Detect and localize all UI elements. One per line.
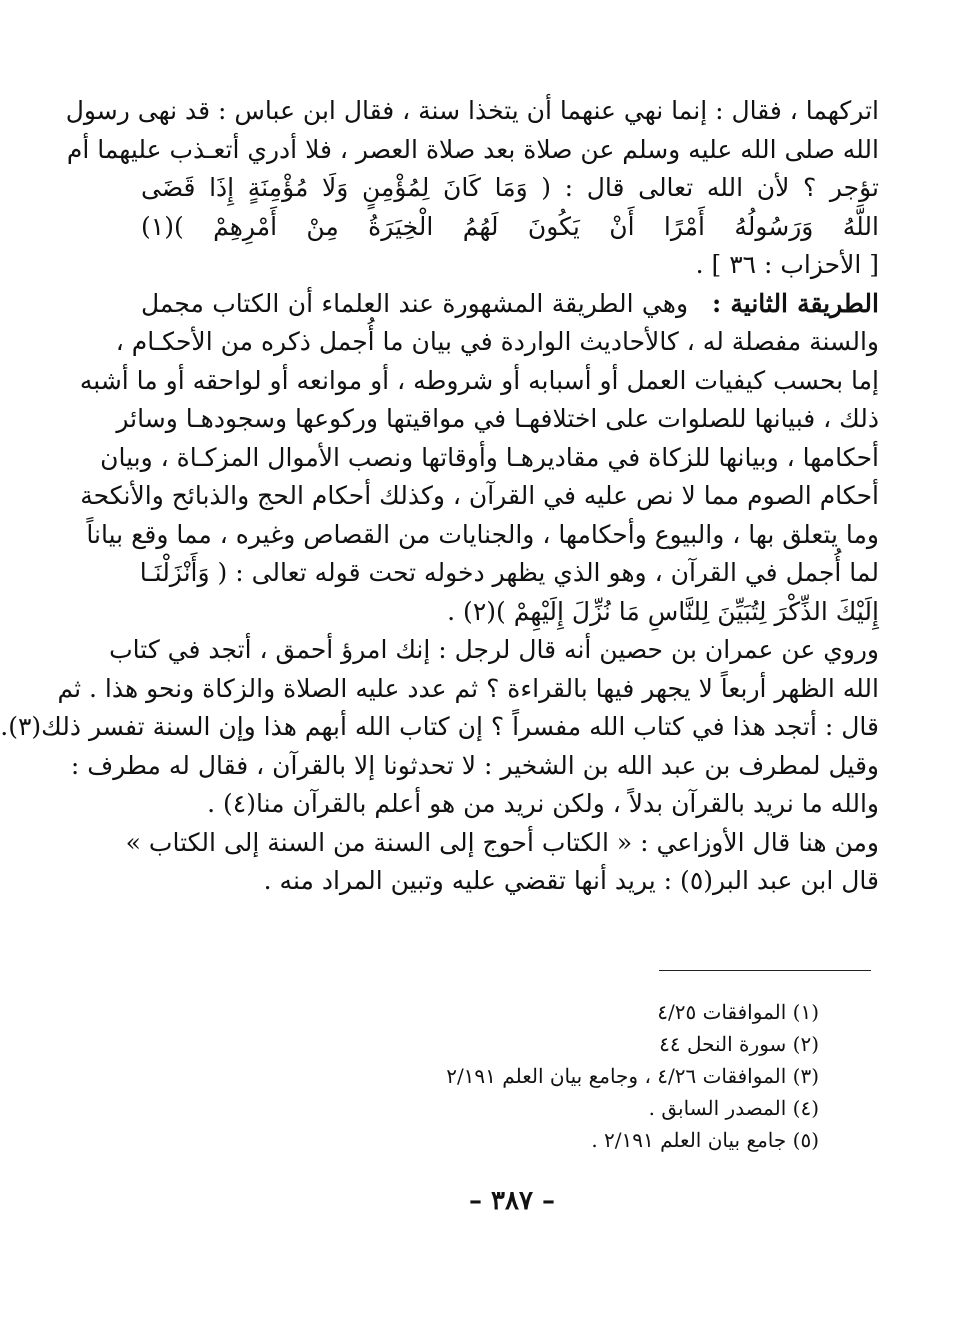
footnotes <box>299 996 819 1156</box>
footnote: (٤) المصدر السابق . <box>648 1096 819 1120</box>
footnote-divider <box>659 970 871 971</box>
text-line: وقيل لمطرف بن عبد الله بن الشخير : لا تحدثونا إلا بالقرآن ، فقال له مطرف : <box>70 750 879 780</box>
text-line: الله صلى الله عليه وسلم عن صلاة بعد صلاة العصر ، فلا أدري أتعـذب عليهما أم <box>66 134 879 164</box>
text-line: [ الأحزاب : ٣٦ ] . <box>695 250 879 279</box>
text-line: لما أُجمل في القرآن ، وهو الذي يظهر دخوله تحت قوله تعالى : ( وَأَنْزَلْنَـا <box>139 558 879 587</box>
text-line: قال ابن عبد البر(٥) : يريد أنها تقضي عليه وتبين المراد منه . <box>263 866 879 895</box>
main-text <box>0 92 879 901</box>
text-line: والسنة مفصلة له ، كالأحاديث الواردة في بيان ما أُجمل ذكره من الأحكـام ، <box>115 327 879 356</box>
text-line: أحكامها ، وبيانها للزكاة في مقاديرهـا وأوقاتها ونصب الأموال المزكـاة ، وبيان <box>100 442 879 472</box>
page-number: – ٣٨٧ – <box>468 1186 556 1216</box>
text-line: إِلَيْكَ الذِّكْرَ لِتُبَيِّنَ لِلنَّاسِ مَا نُزِّلَ إِلَيْهِمْ )(٢) . <box>447 596 879 626</box>
text-line: وروي عن عمران بن حصين أنه قال لرجل : إنك امرؤ أحمق ، أتجد في كتاب <box>109 635 879 664</box>
text-line: وما يتعلق بها ، والبيوع وأحكامها ، والجنايات من القصاص وغيره ، مما وقع بياناً <box>86 519 879 549</box>
footnote: (٥) جامع بيان العلم ٢/١٩١ . <box>591 1128 819 1152</box>
text-line: اتركهما ، فقال : إنما نهي عنهما أن يتخذا سنة ، فقال ابن عباس : قد نهى رسول <box>65 96 879 125</box>
footnote: (٣) الموافقات ٤/٢٦ ، وجامع بيان العلم ٢/١٩١ <box>446 1064 819 1088</box>
section-first-line <box>141 285 879 324</box>
text-line: ومن هنا قال الأوزاعي : « الكتاب أحوج إلى السنة من السنة إلى الكتاب » <box>125 827 879 857</box>
text-line: إما بحسب كيفيات العمل أو أسبابه أو شروطه ، أو موانعه أو لواحقه أو ما أشبه <box>79 365 879 395</box>
text-line: قال : أتجد هذا في كتاب الله مفسراً ؟ إن كتاب الله أبهم هذا وإن السنة تفسر ذلك(٣). <box>0 712 879 741</box>
text-line: وهي الطريقة المشهورة عند العلماء أن الكتاب مجمل <box>141 288 689 318</box>
section-heading: الطريقة الثانية : <box>712 288 879 318</box>
text-line: الله الظهر أربعاً لا يجهر فيها بالقراءة ؟ ثم عدد عليه الصلاة والزكاة ونحو هذا . ثم <box>57 673 879 703</box>
text-line: ذلك ، فبيانها للصلوات على اختلافهـا في مواقيتها وركوعها وسجودهـا وسائر <box>116 404 879 433</box>
text-line: اللَّهُ وَرَسُولُهُ أَمْرًا أَنْ يَكُونَ لَهُمُ الْخِيَرَةُ مِنْ أَمْرِهِمْ )(١) <box>141 211 879 241</box>
text-line: أحكام الصوم مما لا نص عليه في القرآن ، وكذلك أحكام الحج والذبائح والأنكحة <box>80 481 879 510</box>
text-line: والله ما نريد بالقرآن بدلاً ، ولكن نريد من هو أعلم بالقرآن منا(٤) . <box>207 789 879 818</box>
text-line: تؤجر ؟ لأن الله تعالى قال : ( وَمَا كَانَ لِمُؤْمِنٍ وَلَا مُؤْمِنَةٍ إِذَا قَضَى <box>141 173 879 202</box>
footnote: (٢) سورة النحل ٤٤ <box>659 1032 819 1056</box>
footnote: (١) الموافقات ٤/٢٥ <box>657 1000 819 1024</box>
